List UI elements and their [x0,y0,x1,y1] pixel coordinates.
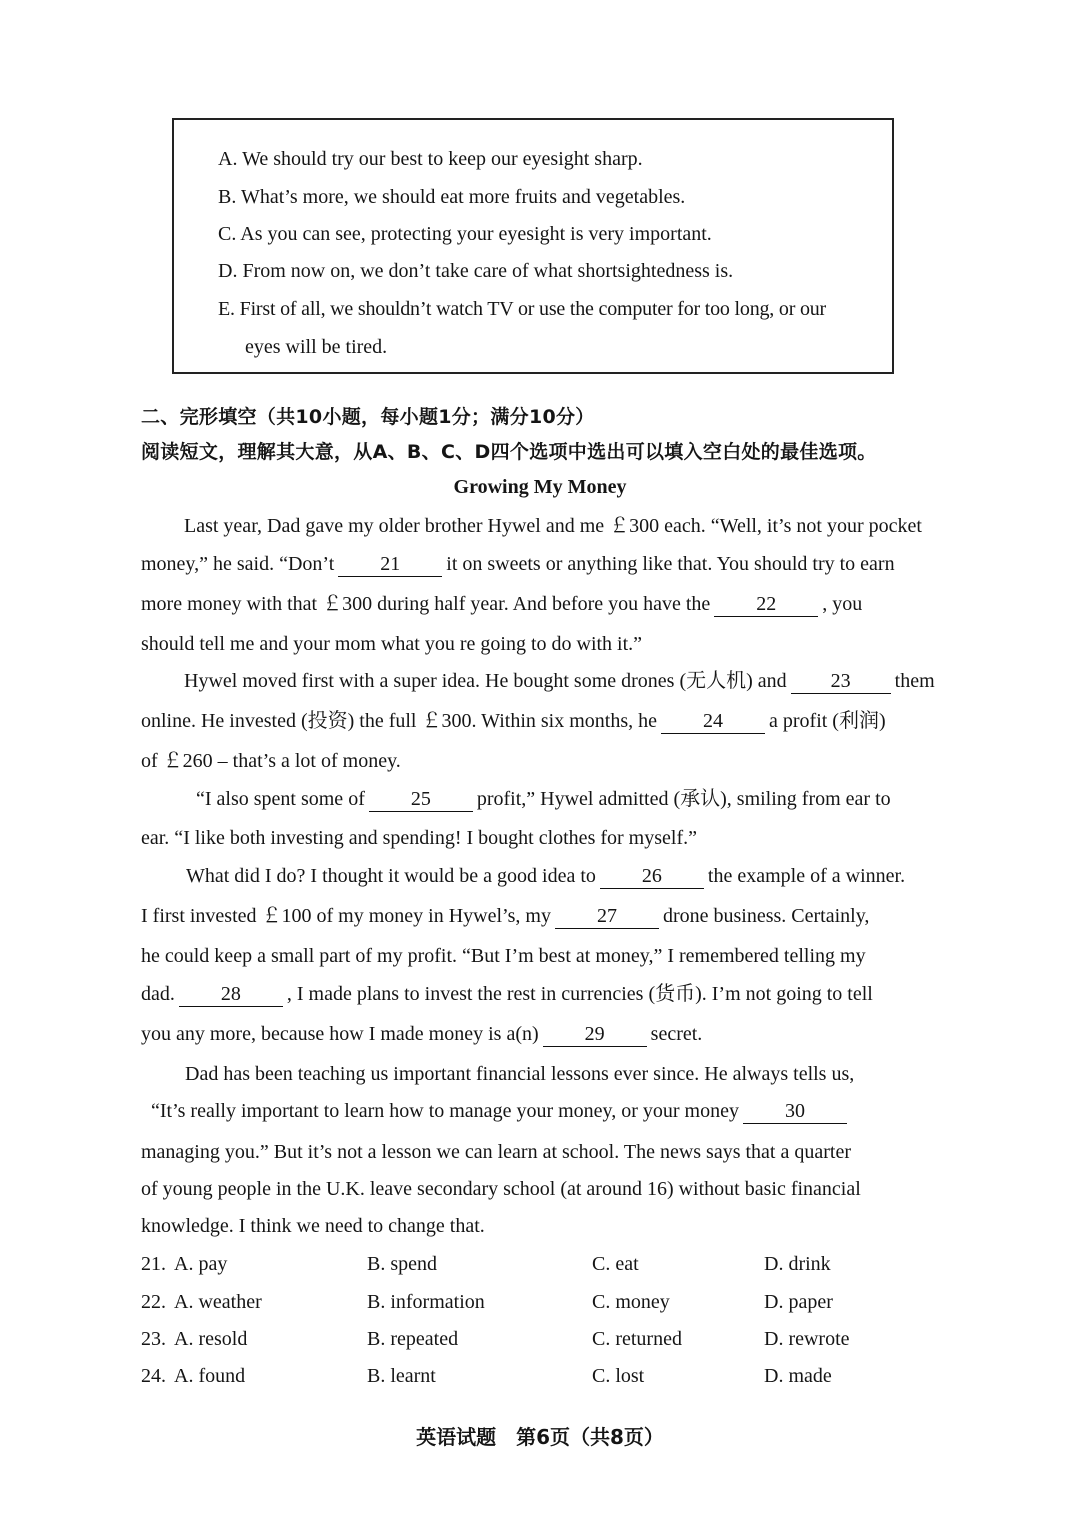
page-footer: 英语试题 第6页（共8页） [416,1425,664,1449]
blank-27[interactable]: 27 [555,904,659,929]
blank-22[interactable]: 22 [714,592,818,617]
options-box [172,118,894,374]
option-e-continuation: eyes will be tired. [245,336,388,358]
choice-a[interactable]: A. resold [174,1328,248,1350]
choice-d[interactable]: D. made [764,1365,832,1387]
passage-line-7: of ￡260 – that’s a lot of money. [141,750,401,772]
passage-line-6: online. He invested (投资) the full ￡300. Within six months, he 24 a profit (利润) [141,710,886,732]
option-b: B. What’s more, we should eat more fruits and vegetables. [218,186,686,208]
blank-30[interactable]: 30 [743,1099,847,1124]
passage-title: Growing My Money [453,476,627,498]
question-23 [141,1324,941,1354]
choice-d[interactable]: D. drink [764,1253,831,1275]
passage-line-18: of young people in the U.K. leave secondary school (at around 16) without basic financial [141,1178,861,1200]
passage-line-12: he could keep a small part of my profit. “But I’m best at money,” I remembered telling my [141,945,866,967]
section-heading: 二、完形填空（共10小题，每小题1分；满分10分） [141,406,595,428]
question-24 [141,1361,941,1391]
passage-line-10: What did I do? I thought it would be a good idea to 26 the example of a winner. [186,865,906,887]
passage-line-3: more money with that ￡300 during half year. And before you have the 22 , you [141,593,863,615]
option-a: A. We should try our best to keep our eyesight sharp. [218,148,643,170]
passage-line-8: “I also spent some of 25 profit,” Hywel admitted (承认), smiling from ear to [196,788,891,810]
passage-line-14: you any more, because how I made money is a(n) 29 secret. [141,1023,703,1045]
option-e: E. First of all, we shouldn’t watch TV or use the computer for too long, or our [218,298,827,320]
passage-line-15: Dad has been teaching us important financial lessons ever since. He always tells us, [185,1063,855,1085]
choice-b[interactable]: B. information [367,1291,485,1313]
question-22 [141,1287,941,1317]
choice-b[interactable]: B. learnt [367,1365,436,1387]
choice-d[interactable]: D. rewrote [764,1328,850,1350]
section-instruction: 阅读短文，理解其大意，从A、B、C、D四个选项中选出可以填入空白处的最佳选项。 [141,441,877,463]
passage-line-2: money,” he said. “Don’t 21 it on sweets or anything like that. You should try to earn [141,553,895,575]
choice-b[interactable]: B. repeated [367,1328,459,1350]
choice-a[interactable]: A. found [174,1365,246,1387]
choice-c[interactable]: C. lost [592,1365,645,1387]
choice-a[interactable]: A. pay [174,1253,228,1275]
choice-c[interactable]: C. returned [592,1328,682,1350]
option-c: C. As you can see, protecting your eyesight is very important. [218,223,712,245]
passage-line-16: “It’s really important to learn how to manage your money, or your money 30 [141,1096,939,1126]
passage-line-11: I first invested ￡100 of my money in Hywel’s, my 27 drone business. Certainly, [141,905,870,927]
question-21 [141,1249,941,1279]
question-number: 22. [141,1291,166,1313]
blank-23[interactable]: 23 [791,669,891,694]
option-d: D. From now on, we don’t take care of what shortsightedness is. [218,260,734,282]
blank-26[interactable]: 26 [600,864,704,889]
passage-line-4: should tell me and your mom what you re going to do with it.” [141,633,643,655]
blank-21[interactable]: 21 [338,552,442,577]
blank-25[interactable]: 25 [369,787,473,812]
passage-line-19: knowledge. I think we need to change that. [141,1215,485,1237]
choice-d[interactable]: D. paper [764,1291,833,1313]
blank-28[interactable]: 28 [179,982,283,1007]
passage-line-1: Last year, Dad gave my older brother Hywel and me ￡300 each. “Well, it’s not your pocket [184,515,922,537]
choice-c[interactable]: C. money [592,1291,670,1313]
blank-29[interactable]: 29 [543,1022,647,1047]
choice-c[interactable]: C. eat [592,1253,639,1275]
question-number: 23. [141,1328,166,1350]
passage-line-13: dad. 28 , I made plans to invest the rest in currencies (货币). I’m not going to tell [141,983,873,1005]
blank-24[interactable]: 24 [661,709,765,734]
question-number: 24. [141,1365,166,1387]
passage-line-9: ear. “I like both investing and spending! I bought clothes for myself.” [141,827,697,849]
choice-b[interactable]: B. spend [367,1253,437,1275]
question-number: 21. [141,1253,166,1275]
choice-a[interactable]: A. weather [174,1291,262,1313]
passage-line-5: Hywel moved first with a super idea. He bought some drones (无人机) and 23 them [184,670,935,692]
passage-line-17: managing you.” But it’s not a lesson we can learn at school. The news says that a quarter [141,1141,851,1163]
